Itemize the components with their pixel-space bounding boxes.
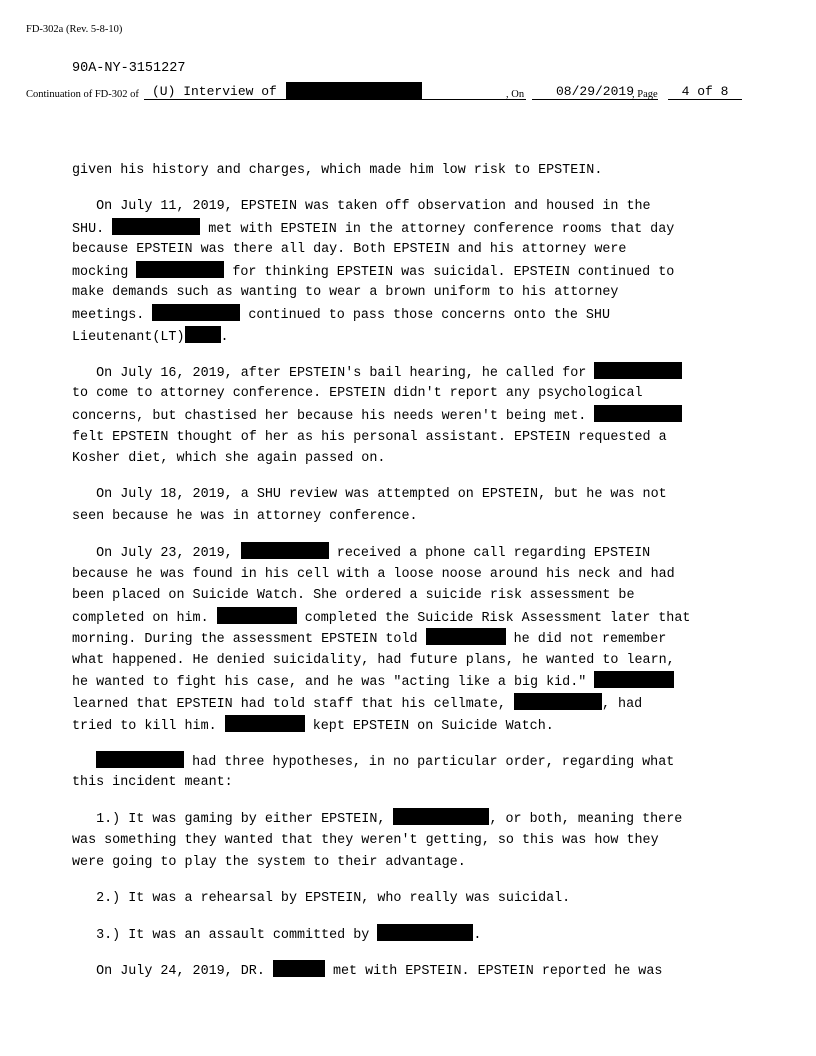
redaction [377, 924, 473, 941]
interview-date: 08/29/2019 [555, 84, 634, 99]
text-line: make demands such as wanting to wear a brown uniform to his attorney [72, 285, 619, 301]
text-line: given his history and charges, which made him low risk to EPSTEIN. [72, 163, 603, 178]
text-line: felt EPSTEIN thought of her as his personal assistant. EPSTEIN requested a [72, 429, 667, 445]
text-line: seen because he was in attorney conference. [72, 508, 418, 524]
redaction [136, 261, 224, 278]
paragraph [72, 484, 752, 527]
text-line: On July 24, 2019, DR. met with EPSTEIN. EPSTEIN reported he was [72, 960, 752, 982]
redaction [594, 671, 674, 688]
text-line: mocking for thinking EPSTEIN was suicidal. EPSTEIN continued to [72, 261, 752, 283]
document-body [72, 160, 752, 996]
text-line: On July 16, 2019, after EPSTEIN's bail hearing, he called for [72, 362, 752, 384]
redaction [273, 960, 325, 977]
text-line: completed on him. completed the Suicide Risk Assessment later that [72, 607, 752, 629]
paragraph [72, 362, 752, 470]
paragraph [72, 542, 752, 736]
on-label: , On [506, 89, 525, 100]
file-number: 90A-NY-3151227 [72, 61, 186, 76]
paragraph [72, 751, 752, 794]
text-line: SHU. met with EPSTEIN in the attorney conference rooms that day [72, 218, 752, 240]
page-field [668, 84, 742, 100]
page-label: , Page [632, 89, 658, 100]
text-line: concerns, but chastised her because his needs weren't being met. [72, 405, 752, 427]
text-line: because EPSTEIN was there all day. Both EPSTEIN and his attorney were [72, 242, 627, 258]
paragraph [72, 924, 752, 946]
text-line: meetings. continued to pass those concerns onto the SHU [72, 304, 752, 326]
text-line: On July 23, 2019, received a phone call regarding EPSTEIN [72, 542, 752, 564]
redaction [594, 405, 682, 422]
continuation-line [26, 84, 756, 104]
redaction [185, 326, 221, 343]
redaction [241, 542, 329, 559]
text-line: Lieutenant(LT) . [72, 326, 752, 348]
text-line: to come to attorney conference. EPSTEIN didn't report any psychological [72, 386, 643, 402]
text-line: On July 18, 2019, a SHU review was attempted on EPSTEIN, but he was not [72, 487, 667, 503]
text-line: was something they wanted that they weren't getting, so this was how they [72, 833, 659, 849]
text-line: what happened. He denied suicidality, had future plans, he wanted to learn, [72, 652, 675, 668]
text-line: Kosher diet, which she again passed on. [72, 451, 386, 467]
paragraph [72, 808, 752, 873]
text-line: 1.) It was gaming by either EPSTEIN, , or both, meaning there [72, 808, 752, 830]
redaction [426, 628, 506, 645]
text-line: morning. During the assessment EPSTEIN told he did not remember [72, 628, 752, 650]
subject-text: (U) Interview of [152, 84, 277, 99]
redaction [112, 218, 200, 235]
paragraph [72, 196, 752, 347]
text-line: On July 11, 2019, EPSTEIN was taken off observation and housed in the [72, 199, 651, 215]
redaction [594, 362, 682, 379]
text-line: been placed on Suicide Watch. She ordered a suicide risk assessment be [72, 588, 635, 604]
paragraph [72, 960, 752, 982]
redaction [96, 751, 184, 768]
text-line: 3.) It was an assault committed by . [72, 924, 752, 946]
continuation-label: Continuation of FD-302 of [26, 89, 139, 100]
text-line: were going to play the system to their advantage. [72, 854, 466, 870]
redaction [514, 693, 602, 710]
paragraph [72, 888, 752, 910]
redaction [152, 304, 240, 321]
text-line: this incident meant: [72, 775, 233, 791]
text-line: tried to kill him. kept EPSTEIN on Suicide Watch. [72, 715, 752, 737]
page-number: 4 of 8 [681, 84, 729, 99]
subject-field [144, 84, 526, 100]
redaction [225, 715, 305, 732]
text-line: had three hypotheses, in no particular order, regarding what [72, 751, 752, 773]
text-line: he wanted to fight his case, and he was "acting like a big kid." [72, 671, 752, 693]
redaction [393, 808, 489, 825]
text-line: learned that EPSTEIN had told staff that his cellmate, , had [72, 693, 752, 715]
text-line: 2.) It was a rehearsal by EPSTEIN, who really was suicidal. [72, 890, 571, 906]
redaction-subject [286, 82, 422, 99]
redaction [217, 607, 297, 624]
text-line: because he was found in his cell with a loose noose around his neck and had [72, 566, 675, 582]
form-id: FD-302a (Rev. 5-8-10) [26, 24, 123, 35]
paragraph [72, 160, 752, 182]
